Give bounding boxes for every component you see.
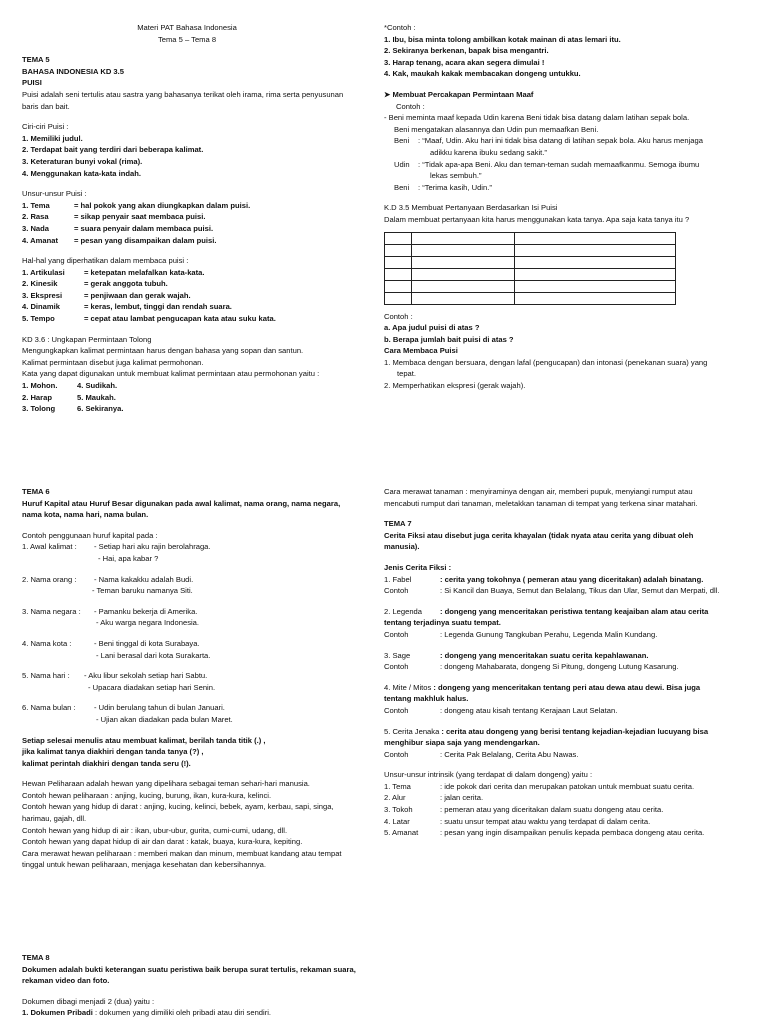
tanaman-line: Cara merawat tanaman : menyiraminya dengan air, memberi pupuk, menyiangi rumput atau — [384, 487, 693, 496]
intrinsik-item: 2. Alur : jalan cerita. — [384, 793, 484, 803]
dialog-line: Beni : “Maaf, Udin. Aku hari ini tidak bisa datang di latihan sepak bola. Aku harus menjaga — [394, 136, 703, 146]
kapital-example: - Hai, apa kabar ? — [98, 553, 159, 563]
table-row — [385, 268, 676, 280]
kd35-line: Dalam membuat pertanyaan kita harus menggunakan kata tanya. Apa saja kata tanya itu ? — [384, 214, 690, 224]
hal-item: 4. Dinamik = keras, lembut, tinggi dan rendah suara. — [22, 302, 232, 312]
kd36-heading: KD 3.6 : Ungkapan Permintaan Tolong — [22, 334, 152, 344]
table-row — [385, 292, 676, 304]
kapital-contoh-heading: Contoh penggunaan huruf kapital pada : — [22, 530, 158, 540]
hewan-line: Cara merawat hewan peliharaan : memberi makan dan minum, membuat kandang atau tempat — [22, 848, 342, 858]
kapital-item: 1. Awal kalimat : - Setiap hari aku rajin berolahraga. — [22, 542, 211, 552]
puisi-definition: Puisi adalah seni tertulis atau sastra yang bahasanya terikat oleh irama, rima serta penyusunan — [22, 89, 344, 99]
kata-row: 3. Tolong 6. Sekiranya. — [22, 404, 124, 414]
puisi-definition-cont: baris dan bait. — [22, 101, 70, 111]
dialog-line: Beni : “Terima kasih, Udin.” — [394, 182, 492, 192]
hal-item: 1. Artikulasi = ketepatan melafalkan kata-kata. — [22, 267, 205, 277]
dialog-line-cont: lekas sembuh.” — [430, 171, 482, 181]
tanda-line: Setiap selesai menulis atau membuat kalimat, berilah tanda titik (.) , — [22, 735, 266, 745]
unsur-item: 1. Tema = hal pokok yang akan diungkapkan dalam puisi. — [22, 200, 251, 210]
kapital-item: 2. Nama orang : - Nama kakakku adalah Budi. — [22, 574, 194, 584]
kapital-item: 5. Nama hari : - Aku libur sekolah setiap hari Sabtu. — [22, 671, 208, 681]
tema5-heading: TEMA 5 — [22, 55, 50, 65]
cara-item-cont: tepat. — [397, 369, 416, 379]
jenis-item-cont: menghibur siapa saja yang mendengarkan. — [384, 738, 540, 748]
kapital-example: - Ujian akan diadakan pada bulan Maret. — [96, 714, 233, 724]
jenis-item-cont: tentang makhluk halus. — [384, 694, 469, 704]
fiksi-def-cont: manusia). — [384, 542, 420, 552]
unsur-heading: Unsur-unsur Puisi : — [22, 189, 87, 199]
intrinsik-item: 5. Amanat : pesan yang ingin disampaikan penulis kepada pembaca dongeng atau cerita. — [384, 828, 705, 838]
unsur-item: 4. Amanat = pesan yang disampaikan dalam puisi. — [22, 235, 217, 245]
kapital-item: 4. Nama kota : - Beni tinggal di kota Surabaya. — [22, 638, 200, 648]
kapital-item: 3. Nama negara : - Pamanku bekerja di Amerika. — [22, 606, 198, 616]
tema8-heading: TEMA 8 — [22, 953, 50, 962]
table-row — [385, 244, 676, 256]
intrinsik-item: 4. Latar : suatu unsur tempat atau waktu yang terdapat di dalam cerita. — [384, 816, 651, 826]
jenis-example: Contoh : Cerita Pak Belalang, Cerita Abu Nawas. — [384, 749, 579, 759]
jenis-item: 3. Sage : dongeng yang menceritakan suatu cerita kepahlawanan. — [384, 650, 649, 660]
contoh-heading: *Contoh : — [384, 23, 416, 32]
cara-item: 2. Memperhatikan ekspresi (gerak wajah). — [384, 381, 526, 391]
hal-heading: Hal-hal yang diperhatikan dalam membaca puisi : — [22, 256, 189, 266]
dokumen-pribadi: 1. Dokumen Pribadi : dokumen yang dimiliki oleh pribadi atau diri sendiri. — [22, 1008, 272, 1018]
tanaman-line: mencabuti rumput dari tanaman, meletakkan tanaman di tempat yang terkena sinar matahari. — [384, 498, 698, 508]
jenis-example: Contoh : Legenda Gunung Tangkuban Perahu, Legenda Malin Kundang. — [384, 629, 658, 639]
intrinsik-item: 1. Tema : ide pokok dari cerita dan merupakan patokan untuk membuat suatu cerita. — [384, 781, 695, 791]
ciri-item: 4. Menggunakan kata-kata indah. — [22, 168, 141, 178]
ciri-item: 3. Keteraturan bunyi vokal (rima). — [22, 156, 143, 166]
dialog-line-cont: adikku karena ibuku sedang sakit.” — [430, 147, 547, 157]
kd36-line: Kalimat permintaan disebut juga kalimat permohonan. — [22, 357, 204, 367]
jenis-example: Contoh : dongeng Mahabarata, dongeng Si Pitung, dongeng Lutung Kasarung. — [384, 662, 679, 672]
jenis-heading: Jenis Cerita Fiksi : — [384, 562, 452, 572]
jenis-item: 1. Fabel : cerita yang tokohnya ( pemeran atau yang diceritakan) adalah binatang. — [384, 574, 704, 584]
kd-heading: BAHASA INDONESIA KD 3.5 — [22, 66, 124, 76]
contoh2-heading: Contoh : — [384, 311, 413, 321]
jenis-item: 5. Cerita Jenaka : cerita atau dongeng yang berisi tentang kejadian-kejadian lucuyang bisa — [384, 726, 709, 736]
arrow-bullet-icon: ➤ — [384, 89, 393, 99]
cara-heading: Cara Membaca Puisi — [384, 346, 458, 356]
hal-item: 2. Kinesik = gerak anggota tubuh. — [22, 279, 168, 289]
kata-row: 2. Harap 5. Maukah. — [22, 392, 116, 402]
tema8-section — [22, 952, 522, 1019]
cara-item: 1. Membaca dengan bersuara, dengan lafal (pengucapan) dan intonasi (penekanan suara) yang — [384, 357, 708, 367]
kata-row: 1. Mohon. 4. Sudikah. — [22, 381, 118, 391]
kapital-example: - Aku warga negara Indonesia. — [96, 618, 200, 628]
hewan-line: harimau, gajah, dll. — [22, 814, 87, 824]
tema6-def: Huruf Kapital atau Huruf Besar digunakan pada awal kalimat, nama orang, nama negara, — [22, 498, 341, 508]
unsur-item: 2. Rasa = sikap penyair saat membaca puisi. — [22, 212, 206, 222]
kd36-line: Mengungkapkan kalimat permintaan harus dengan bahasa yang sopan dan santun. — [22, 346, 304, 356]
left-top-column — [22, 22, 372, 415]
tema6-def-cont: nama kota, nama hari, nama bulan. — [22, 510, 149, 520]
jenis-example: Contoh : Si Kancil dan Buaya, Semut dan Belalang, Tikus dan Ular, Semut dan Merpati, dll. — [384, 586, 720, 596]
jenis-item: 2. Legenda : dongeng yang menceritakan peristiwa tentang keajaiban alam atau cerita — [384, 606, 709, 616]
doc-title: Materi PAT Bahasa Indonesia — [137, 23, 237, 32]
contoh-item: 3. Harap tenang, acara akan segera dimulai ! — [384, 57, 545, 67]
hewan-line: Contoh hewan yang hidup di air : ikan, ubur-ubur, gurita, cumi-cumi, udang, dll. — [22, 825, 288, 835]
contoh-item: 2. Sekiranya berkenan, bapak bisa mengantri. — [384, 46, 549, 56]
ciri-item: 1. Memiliki judul. — [22, 133, 83, 143]
table-row — [385, 256, 676, 268]
jenis-item: 4. Mite / Mitos : dongeng yang menceritakan tentang peri atau dewa atau dewi. Bisa juga — [384, 682, 701, 692]
maaf-line: - Beni meminta maaf kepada Udin karena Beni tidak bisa datang dalam latihan sepak bola. — [384, 113, 690, 123]
hewan-line: Contoh hewan yang dapat hidup di air dan darat : katak, buaya, kura-kura, kepiting. — [22, 837, 303, 847]
kapital-example: - Upacara diadakan setiap hari Senin. — [88, 682, 216, 692]
kapital-example: - Lani berasal dari kota Surakarta. — [96, 650, 211, 660]
hewan-line: tinggal untuk hewan peliharaan, menjaga kesehatan dan kebersihannya. — [22, 860, 267, 870]
hal-item: 5. Tempo = cepat atau lambat pengucapan kata atau suku kata. — [22, 314, 276, 324]
contoh-item: 1. Ibu, bisa minta tolong ambilkan kotak mainan di atas lemari itu. — [384, 34, 621, 44]
right-top-column — [384, 22, 754, 392]
tanda-line: kalimat perintah diakhiri dengan tanda seru (!). — [22, 758, 191, 768]
table-row — [385, 280, 676, 292]
maaf-contoh-label: Contoh : — [396, 101, 425, 111]
kapital-item: 6. Nama bulan : - Udin berulang tahun di bulan Januari. — [22, 703, 225, 713]
jenis-example: Contoh : dongeng atau kisah tentang Kerajaan Laut Selatan. — [384, 705, 618, 715]
ciri-item: 2. Terdapat bait yang terdiri dari beberapa kalimat. — [22, 145, 204, 155]
dialog-line: Udin : “Tidak apa-apa Beni. Aku dan teman-teman sudah memaafkanmu. Semoga ibumu — [394, 159, 700, 169]
maaf-line: Beni mengatakan alasannya dan Udin pun memaafkan Beni. — [394, 124, 599, 134]
contoh2-item: a. Apa judul puisi di atas ? — [384, 323, 480, 333]
kd35-heading: K.D 3.5 Membuat Pertanyaan Berdasarkan Isi Puisi — [384, 203, 558, 213]
dokumen-def-cont: rekaman video dan foto. — [22, 976, 110, 986]
intrinsik-item: 3. Tokoh : pemeran atau yang diceritakan dalam suatu dongeng atau cerita. — [384, 805, 664, 815]
dokumen-def: Dokumen adalah bukti keterangan suatu peristiwa baik berupa surat tertulis, rekaman suara, — [22, 964, 356, 974]
ciri-heading: Ciri-ciri Puisi : — [22, 122, 69, 132]
hal-item: 3. Ekspresi = penjiwaan dan gerak wajah. — [22, 290, 191, 300]
tema6-column — [22, 486, 372, 871]
intrinsik-heading: Unsur-unsur intrinsik (yang terdapat di dalam dongeng) yaitu : — [384, 770, 593, 780]
tema7-heading: TEMA 7 — [384, 519, 412, 529]
kd36-line: Kata yang dapat digunakan untuk membuat kalimat permintaan atau permohonan yaitu : — [22, 369, 320, 379]
hewan-line: Contoh hewan yang hidup di darat : anjing, kucing, kelinci, bebek, ayam, kerbau, sapi, singa, — [22, 802, 334, 812]
contoh2-item: b. Berapa jumlah bait puisi di atas ? — [384, 334, 514, 344]
tema6-heading: TEMA 6 — [22, 487, 50, 496]
kata-tanya-table — [384, 232, 676, 305]
unsur-item: 3. Nada = suara penyair dalam membaca puisi. — [22, 223, 214, 233]
dokumen-dibagi: Dokumen dibagi menjadi 2 (dua) yaitu : — [22, 996, 155, 1006]
hewan-line: Hewan Peliharaan adalah hewan yang dipelihara sebagai teman sehari-hari manusia. — [22, 779, 310, 789]
hewan-line: Contoh hewan peliharaan : anjing, kucing, burung, ikan, kura-kura, kelinci. — [22, 790, 272, 800]
puisi-heading: PUISI — [22, 78, 42, 88]
fiksi-def: Cerita Fiksi atau disebut juga cerita khayalan (tidak nyata atau cerita yang dibuat oleh — [384, 530, 694, 540]
tanda-line: jika kalimat tanya diakhiri dengan tanda tanya (?) , — [22, 747, 204, 757]
maaf-heading: ➤ Membuat Percakapan Permintaan Maaf — [384, 89, 534, 99]
doc-subtitle: Tema 5 – Tema 8 — [157, 34, 217, 44]
table-row — [385, 232, 676, 244]
kapital-example: - Teman baruku namanya Siti. — [92, 586, 193, 596]
jenis-item-cont: tentang terjadinya suatu tempat. — [384, 618, 501, 628]
tema7-column — [384, 486, 756, 839]
contoh-item: 4. Kak, maukah kakak membacakan dongeng untukku. — [384, 69, 581, 79]
